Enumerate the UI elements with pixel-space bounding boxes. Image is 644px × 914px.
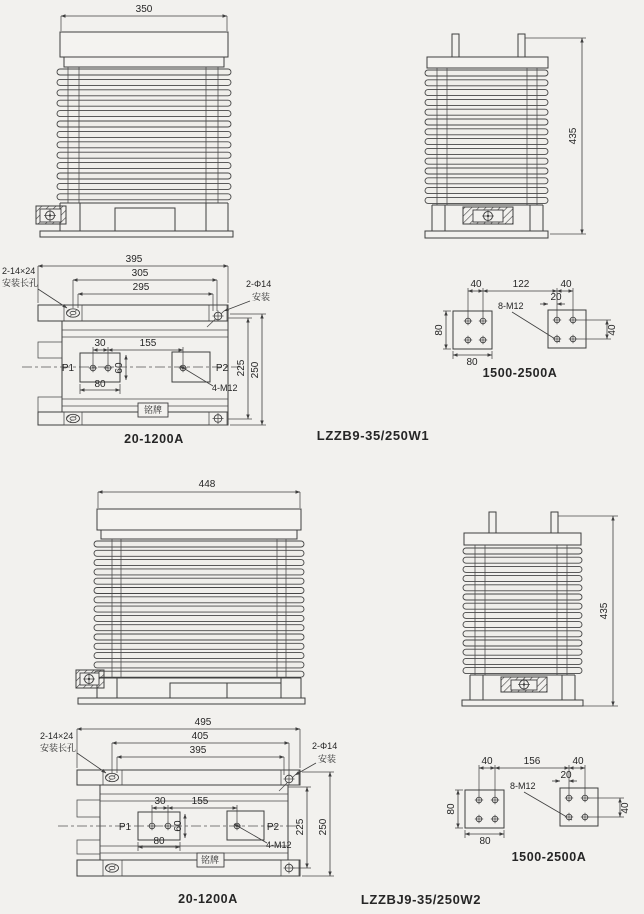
w1-dim-depth-outer: 250 (250, 361, 261, 379)
w2-dim-pad-width: 80 (153, 836, 165, 847)
w2-hole-note-2: 安装 (318, 754, 337, 764)
w1-terminal-box (36, 206, 66, 224)
w2-side-view (462, 512, 618, 706)
w1-plan-caption: 20-1200A (124, 432, 184, 446)
w1-side-height-dim: 435 (568, 127, 579, 145)
w2-plate-bolt-note: 8-M12 (510, 781, 536, 791)
w2-slot-note-1: 2-14×24 (40, 731, 74, 741)
w1-plan-view (2, 254, 271, 446)
w1-plate-dim-edge: 20 (550, 292, 562, 303)
w1-dim-pad-gap: 155 (139, 338, 157, 349)
w2-plan-view (40, 717, 337, 906)
w1-hole-note-1: 2-Φ14 (246, 279, 272, 289)
w1-side-terminal-box (463, 207, 513, 224)
w1-plate-dim-pitch-right: 40 (560, 279, 572, 290)
w2-plate-dim-pitch-right: 40 (572, 756, 584, 767)
w1-slot-note-1: 2-14×24 (2, 266, 36, 276)
w1-model-caption: LZZB9-35/250W1 (316, 428, 430, 443)
w2-plate-dim-right-pitch: 40 (620, 802, 631, 814)
w2-side-terminal-box (501, 677, 547, 692)
w1-dim-hole-pitch: 30 (94, 338, 106, 349)
w2-plan-dim-inner-span: 395 (189, 745, 207, 756)
w1-plate-dim-gap: 122 (512, 279, 530, 290)
w2-plate-view (446, 756, 631, 864)
w1-plate-bolt-note: 8-M12 (498, 301, 524, 311)
w2-plate-dim-bottom: 80 (479, 836, 491, 847)
w2-terminal-box (76, 670, 104, 688)
w1-terminal-p1: P1 (61, 363, 75, 374)
w2-dim-depth-outer: 250 (318, 818, 329, 836)
w2-plan-dim-overall: 495 (194, 717, 212, 728)
w1-plate-view (434, 279, 618, 380)
w1-front-width-dim: 350 (135, 4, 153, 15)
w1-plate-dim-bottom: 80 (466, 357, 478, 368)
w1-plan-dim-overall: 395 (125, 254, 143, 265)
w1-hole-note-2: 安装 (252, 292, 271, 302)
w1-plate-caption: 1500-2500A (482, 366, 558, 380)
w2-plate-dim-side: 80 (446, 803, 457, 815)
w2-model-caption: LZZBJ9-35/250W2 (360, 892, 482, 907)
w2-dim-pad-height: 60 (173, 820, 184, 832)
w2-hole-note-1: 2-Φ14 (312, 741, 338, 751)
w2-plate-caption: 1500-2500A (511, 850, 587, 864)
w2-slot-note-2: 安装长孔 (40, 743, 77, 753)
w2-side-height-dim: 435 (599, 602, 610, 620)
w1-nameplate: 铭牌 (143, 405, 163, 415)
w1-bolt-note: 4-M12 (212, 383, 238, 393)
w2-dim-hole-pitch: 30 (154, 796, 166, 807)
w1-dim-depth-inner: 225 (236, 359, 247, 377)
w2-front-view (76, 479, 305, 704)
w2-plan-dim-slot-span: 405 (191, 731, 209, 742)
w2-plate-dim-gap: 156 (523, 756, 541, 767)
w2-front-width-dim: 448 (198, 479, 216, 490)
w2-plan-caption: 20-1200A (178, 892, 238, 906)
w2-terminal-p2: P2 (266, 822, 280, 833)
w1-dim-pad-height: 60 (114, 362, 125, 374)
w1-plate-dim-pitch-left: 40 (470, 279, 482, 290)
w2-nameplate: 铭牌 (200, 855, 220, 865)
w1-dim-pad-width: 80 (94, 379, 106, 390)
w1-plan-dim-inner-span: 295 (132, 282, 150, 293)
w1-plate-dim-right-pitch: 40 (607, 324, 618, 336)
w1-side-view (425, 34, 586, 238)
w2-bolt-note: 4-M12 (266, 840, 292, 850)
w2-dim-pad-gap: 155 (191, 796, 209, 807)
w1-terminal-p2: P2 (215, 363, 229, 374)
w1-plan-dim-slot-span: 305 (131, 268, 149, 279)
w1-slot-note-2: 安装长孔 (2, 278, 39, 288)
w2-plate-dim-pitch-left: 40 (481, 756, 493, 767)
w2-plate-dim-edge: 20 (560, 770, 572, 781)
w2-dim-depth-inner: 225 (295, 818, 306, 836)
w1-front-view (36, 4, 233, 237)
w1-plate-dim-side: 80 (434, 324, 445, 336)
w2-terminal-p1: P1 (118, 822, 132, 833)
